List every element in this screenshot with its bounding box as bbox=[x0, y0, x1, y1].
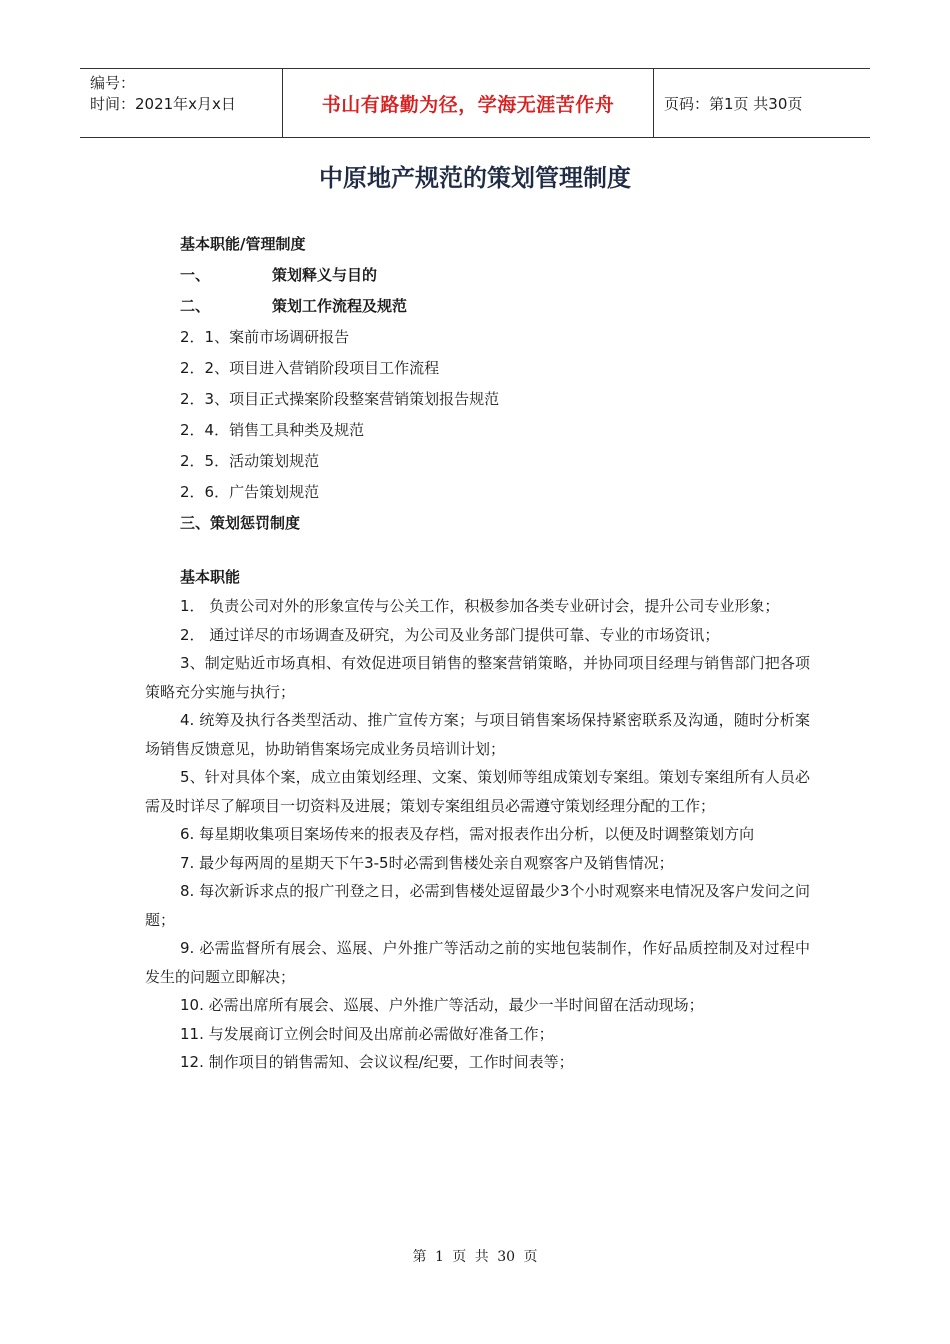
toc-item-number: 一、 bbox=[180, 266, 211, 284]
paragraph: 12. 制作项目的销售需知、会议议程/纪要，工作时间表等； bbox=[180, 1053, 574, 1071]
header-page-info: 页码：第1页 共30页 bbox=[664, 94, 803, 113]
paragraph: 10. 必需出席所有展会、巡展、户外推广等活动，最少一半时间留在活动现场； bbox=[180, 996, 704, 1014]
toc-subitem: 2．1、案前市场调研报告 bbox=[180, 328, 350, 346]
header-meta bbox=[80, 69, 282, 137]
document-date-label: 时间：2021年x月x日 bbox=[90, 95, 236, 113]
header-motto: 书山有路勤为径，学海无涯苦作舟 bbox=[282, 69, 654, 137]
toc-subitem: 2．2、项目进入营销阶段项目工作流程 bbox=[180, 359, 440, 377]
toc-item-text: 策划释义与目的 bbox=[272, 266, 378, 284]
section-heading: 基本职能 bbox=[180, 568, 241, 586]
document-title: 中原地产规范的策划管理制度 bbox=[319, 164, 631, 192]
paragraph: 2． 通过详尽的市场调查及研究，为公司及业务部门提供可靠、专业的市场资讯； bbox=[180, 625, 720, 644]
paragraph: 5、针对具体个案，成立由策划经理、文案、策划师等组成策划专案组。策划专案组所有人员必需及时详尽了解项目一切资料及进展；策划专案组组员必需遵守策划经理分配的工作； bbox=[145, 768, 810, 815]
toc-item-text: 策划工作流程及规范 bbox=[272, 297, 408, 315]
toc-subitem: 2．4．销售工具种类及规范 bbox=[180, 421, 365, 439]
document-number-label: 编号： bbox=[90, 74, 136, 92]
paragraph: 9. 必需监督所有展会、巡展、户外推广等活动之前的实地包装制作，作好品质控制及对过程中发生的问题立即解决； bbox=[145, 939, 810, 986]
toc-item-number: 二、 bbox=[180, 297, 211, 315]
paragraph: 8. 每次新诉求点的报广刊登之日，必需到售楼处逗留最少3个小时观察来电情况及客户发问之问题； bbox=[145, 882, 810, 929]
paragraph: 6. 每星期收集项目案场传来的报表及存档，需对报表作出分析，以便及时调整策划方向 bbox=[180, 825, 755, 843]
paragraph: 3、制定贴近市场真相、有效促进项目销售的整案营销策略，并协同项目经理与销售部门把各项策略充分实施与执行； bbox=[145, 654, 810, 701]
paragraph: 1． 负责公司对外的形象宣传与公关工作，积极参加各类专业研讨会，提升公司专业形象； bbox=[180, 597, 780, 615]
table-of-contents bbox=[180, 230, 820, 540]
toc-item bbox=[180, 261, 820, 292]
page-footer: 第 1 页 共 30 页 bbox=[412, 1249, 538, 1265]
paragraph: 7. 最少每两周的星期天下午3-5时必需到售楼处亲自观察客户及销售情况； bbox=[180, 853, 674, 872]
toc-subitem: 2．6．广告策划规范 bbox=[180, 483, 320, 501]
toc-subitem: 2．5．活动策划规范 bbox=[180, 452, 320, 470]
toc-item bbox=[180, 292, 820, 323]
page-header bbox=[80, 68, 870, 138]
toc-item: 三、策划惩罚制度 bbox=[180, 514, 301, 532]
paragraph: 11. 与发展商订立例会时间及出席前必需做好准备工作； bbox=[180, 1024, 554, 1043]
toc-heading: 基本职能/管理制度 bbox=[180, 235, 306, 253]
paragraph: 4. 统筹及执行各类型活动、推广宣传方案；与项目销售案场保持紧密联系及沟通，随时分析案场销售反馈意见，协助销售案场完成业务员培训计划； bbox=[145, 711, 810, 758]
section-basic-functions bbox=[145, 562, 810, 1077]
toc-subitem: 2．3、项目正式操案阶段整案营销策划报告规范 bbox=[180, 390, 500, 408]
